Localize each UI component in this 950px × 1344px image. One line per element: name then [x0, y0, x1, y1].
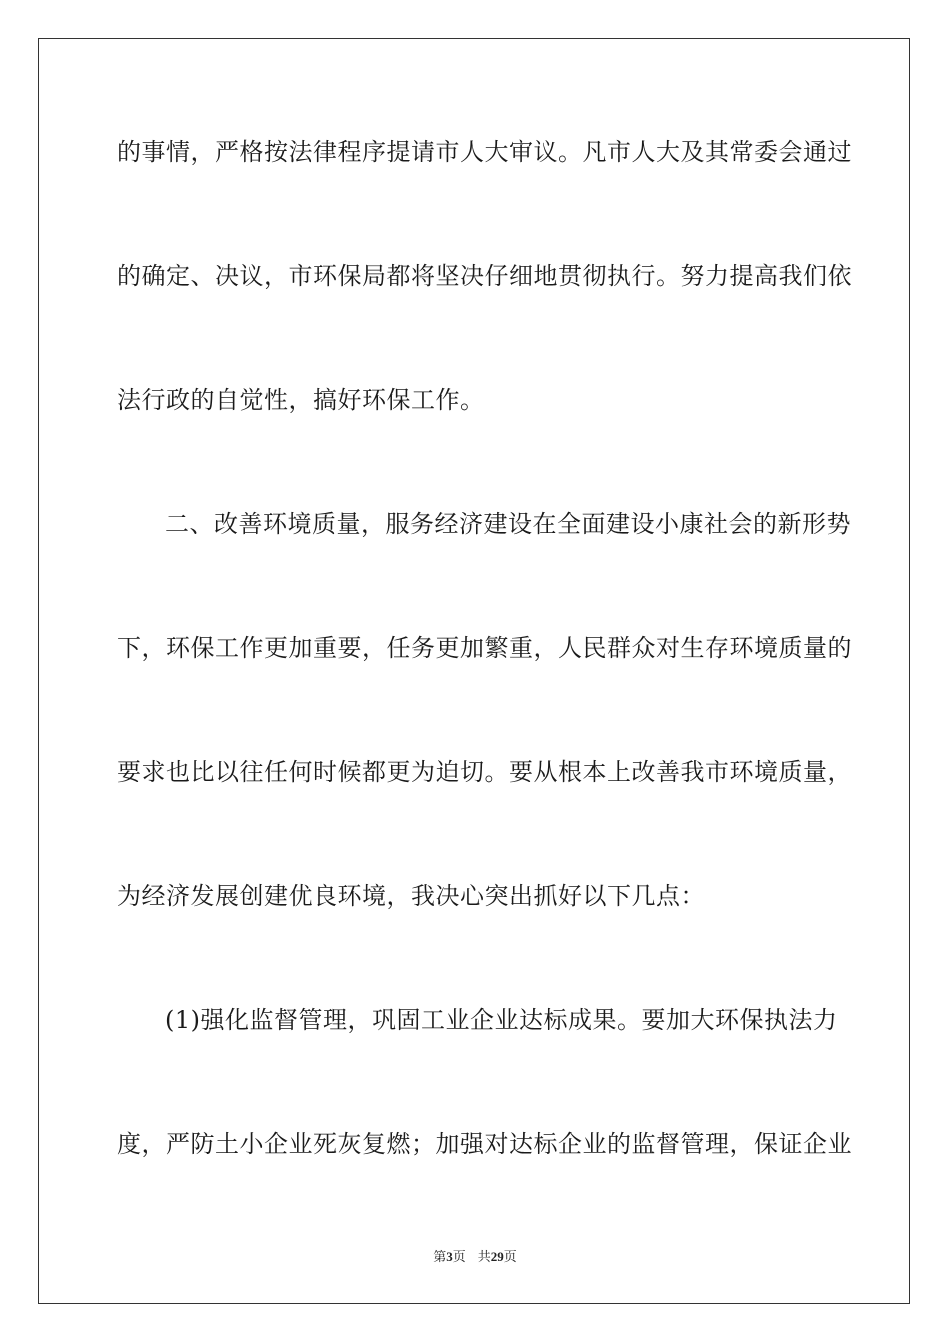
total-pages: 29 — [490, 1249, 504, 1264]
text-line-7: 为经济发展创建优良环境，我决心突出抓好以下几点： — [117, 882, 705, 910]
text-line-3: 法行政的自觉性，搞好环保工作。 — [117, 386, 485, 414]
page-number: 3 — [446, 1249, 453, 1264]
total-suffix: 页 — [503, 1249, 517, 1264]
page-border — [38, 38, 910, 1304]
page-suffix: 页 — [452, 1249, 466, 1264]
page-prefix: 第 — [433, 1249, 447, 1264]
text-line-9: 度，严防土小企业死灰复燃；加强对达标企业的监督管理，保证企业 — [117, 1130, 852, 1158]
text-line-6: 要求也比以往任何时候都更为迫切。要从根本上改善我市环境质量， — [117, 758, 852, 786]
text-line-4: 二、改善环境质量，服务经济建设在全面建设小康社会的新形势 — [165, 510, 851, 538]
page-footer — [0, 1248, 950, 1266]
text-line-8: (1)强化监督管理，巩固工业企业达标成果。要加大环保执法力 — [165, 1006, 838, 1034]
text-line-5: 下，环保工作更加重要，任务更加繁重，人民群众对生存环境质量的 — [117, 634, 852, 662]
text-line-1: 的事情，严格按法律程序提请市人大审议。凡市人大及其常委会通过 — [117, 138, 852, 166]
total-prefix: 共 — [477, 1249, 491, 1264]
text-line-2: 的确定、决议，市环保局都将坚决仔细地贯彻执行。努力提高我们依 — [117, 262, 852, 290]
